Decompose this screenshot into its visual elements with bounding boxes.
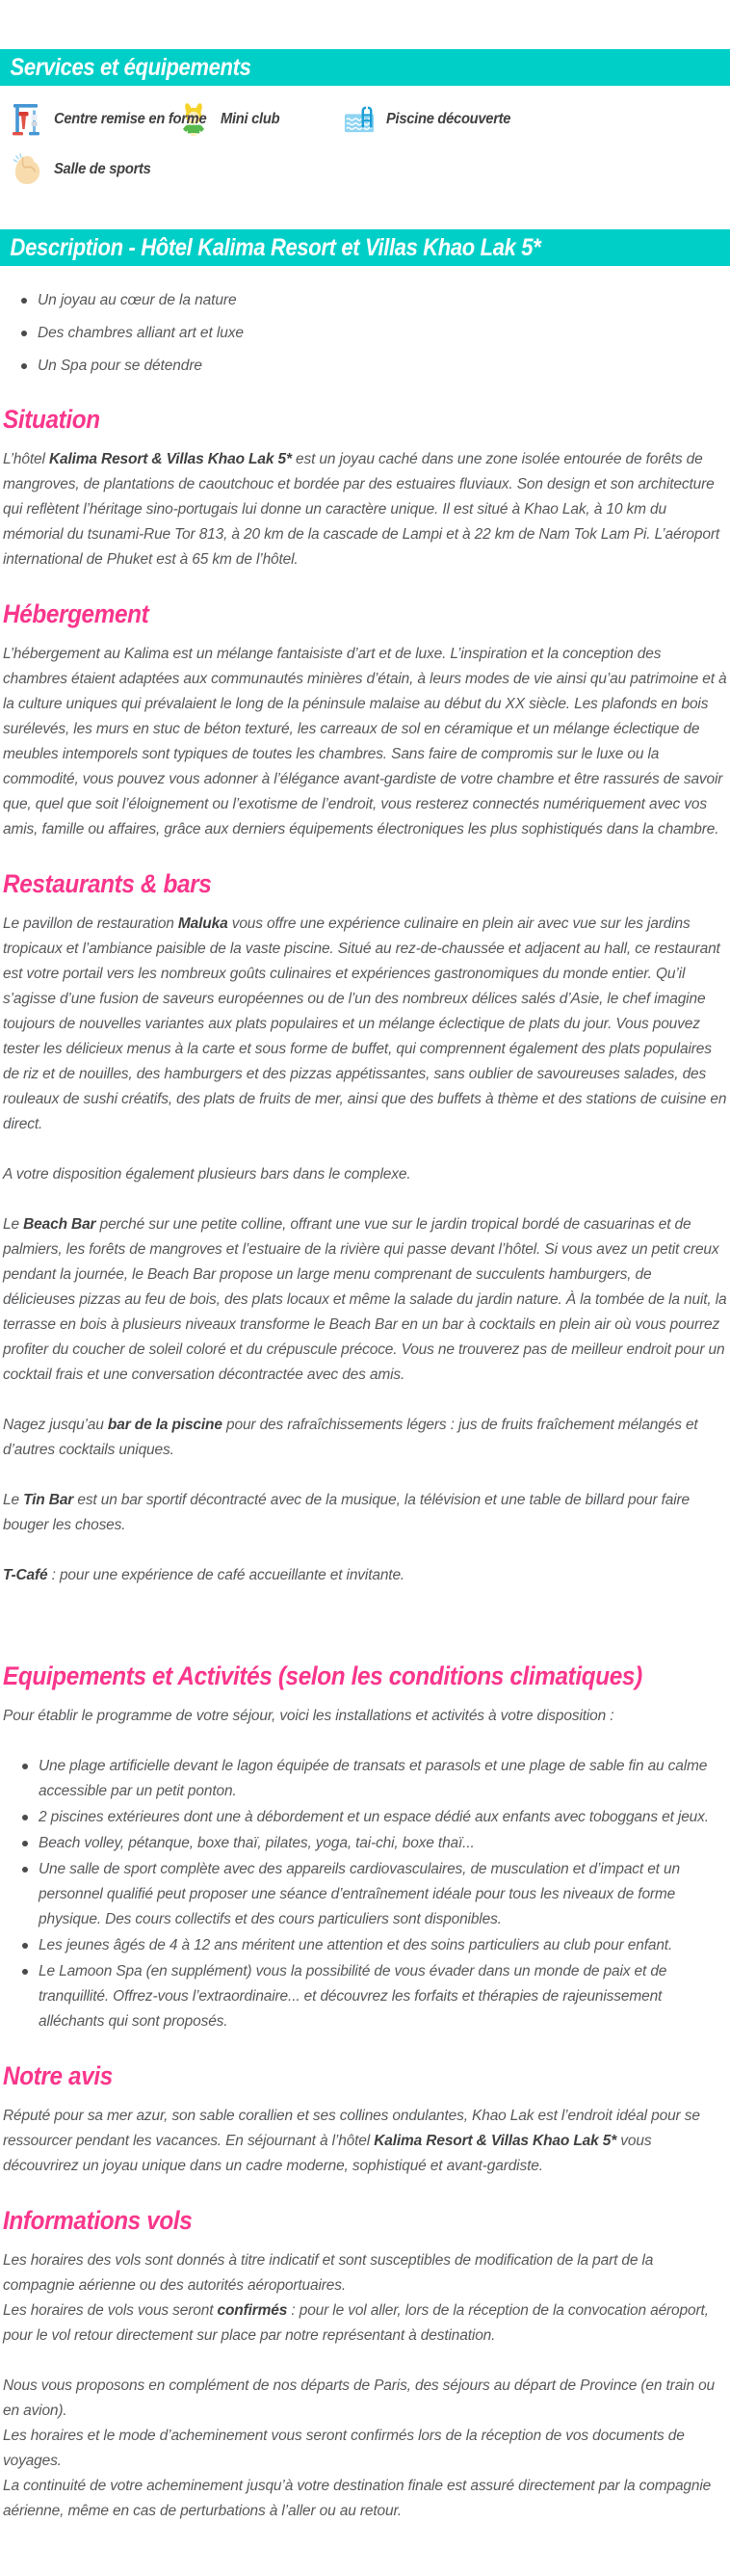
section-equipements-activites — [3, 1661, 727, 2034]
paragraph: A votre disposition également plusieurs bars dans le complexe. — [3, 1166, 411, 1182]
section-situation — [3, 405, 727, 572]
section-notre-avis — [3, 2061, 727, 2179]
bold-text: bar de la piscine — [107, 1417, 222, 1433]
section-hebergement — [3, 599, 727, 842]
bold-text: Kalima Resort & Villas Khao Lak 5* — [374, 2133, 617, 2149]
list-item: Une plage artificielle devant le lagon équipée de transats et parasols et une plage de sable fin au calme accessible par un petit ponton. — [22, 1754, 727, 1804]
content-sections — [0, 405, 730, 2524]
fitness-machine-icon — [12, 102, 42, 137]
paragraph: Le Tin Bar est un bar sportif décontracté avec de la musique, la télévision et une table de billard pour faire bouger les choses. — [3, 1492, 691, 1533]
highlight-item: Un joyau au cœur de la nature — [21, 289, 730, 312]
paragraph: Le pavillon de restauration Maluka vous offre une expérience culinaire en plein air avec vue sur les jardins tropicaux et l’ambiance paisible de la vaste piscine. Situé au rez-de-chaussée et adjacent au hall, ce restaurant est votre portail vers les nombreux goûts culinaires et expériences gastronomiques du monde entier. Qu’il s’agisse d’une fusion de saveurs européennes ou de l’un des nombreux délices salés d’Asie, le chef imagine toujours de nouvelles variantes aux plats populaires et un mélange éclectique de plats du jour. Vous pouvez tester les délicieux menus à la carte et sous forme de buffet, qui comprennent également des plats populaires de riz et de nouilles, des hamburgers et des pizzas appétissantes, sans oublier de savoureuses salades, des rouleaux de sushi créatifs, des plats de fruits de mer, ainsi que des buffets à thème et des stations de cuisine en direct. — [3, 916, 727, 1132]
list-item: Les jeunes âgés de 4 à 12 ans méritent une attention et des soins particuliers au club pour enfant. — [22, 1933, 727, 1958]
section-bullet-list — [22, 1754, 727, 2034]
bold-text: Kalima Resort & Villas Khao Lak 5* — [48, 451, 292, 467]
services-banner — [0, 49, 730, 86]
section-informations-vols — [3, 2206, 727, 2524]
paragraph: Pour établir le programme de votre séjour, voici les installations et activités à votre disposition : — [3, 1708, 614, 1724]
service-item — [12, 102, 207, 137]
description-banner-title: Description - Hôtel Kalima Resort et Villas Khao Lak 5* — [10, 233, 541, 261]
bold-text: Maluka — [177, 916, 228, 932]
paragraph: Le Beach Bar perché sur une petite colline, offrant une vue sur le jardin tropical bordé de casuarinas et de palmiers, les forêts de mangroves et l’estuaire de la rivière qui passe devant l’hôtel. Si vous avez un petit creux pendant la journée, le Beach Bar propose un large menu comprenant de succulents hamburgers, de délicieuses pizzas au feu de bois, des plats locaux et même la salade du jardin nature. À la tombée de la nuit, la terrasse en bois à plusieurs niveaux transforme le Beach Bar en un bar à cocktails en plein air où vous pourrez profiter du coucher de soleil coloré et du crépuscule précoce. Vous ne trouverez pas de meilleur endroit pour un cocktail frais et une conversation décontractée avec des amis. — [3, 1216, 727, 1383]
list-item: Le Lamoon Spa (en supplément) vous la possibilité de vous évader dans un monde de paix et de tranquillité. Offrez-vous l’extraordinaire... et découvrez les forfaits et thérapies de rajeunissement alléchants qui sont proposés. — [22, 1959, 727, 2034]
section-heading-hebergement: Hébergement — [3, 599, 149, 628]
section-heading-notre-avis: Notre avis — [3, 2061, 113, 2090]
section-heading-equipements-activites: Equipements et Activités (selon les conditions climatiques) — [3, 1661, 642, 1690]
section-heading-situation: Situation — [3, 405, 100, 434]
bold-text: Beach Bar — [23, 1216, 96, 1233]
paragraph: L’hôtel Kalima Resort & Villas Khao Lak 5* est un joyau caché dans une zone isolée entourée de forêts de mangroves, de plantations de caoutchouc et bordée par des estuaires fluviaux. Son design et son architecture qui reflètent l’héritage sino-portugais lui donne un caractère unique. Il est situé à Khao Lak, à 10 km du mémorial du tsunami-Rue Tor 813, à 20 km de la cascade de Lampi et à 22 km de Nam Tok Lam Pi. L’aéroport international de Phuket est à 65 km de l’hôtel. — [3, 451, 720, 568]
list-item: Une salle de sport complète avec des appareils cardiovasculaires, de musculation et d’impact et un personnel qualifié peut proposer une séance d’entraînement idéale pour tous les niveaux de forme physique. Des cours collectifs et des cours particuliers sont disponibles. — [22, 1857, 727, 1932]
bold-text: Tin Bar — [23, 1492, 74, 1508]
service-label: Salle de sports — [54, 161, 151, 177]
paragraph: Réputé pour sa mer azur, son sable corallien et ses collines ondulantes, Khao Lak est l’endroit idéal pour se ressourcer pendant les vacances. En séjournant à l’hôtel Kalima Resort & Villas Khao Lak 5* vous découvrirez un joyau unique dans un cadre moderne, sophistiqué et avant-gardiste. — [3, 2108, 700, 2174]
service-label: Mini club — [221, 111, 280, 127]
paragraph: Nous vous proposons en complément de nos départs de Paris, des séjours au départ de Province (en train ou en avion). Les horaires et le mode d’acheminement vous seront confirmés lors de la réception de vos documents de voyages. La continuité de votre acheminement jusqu’à votre destination finale est assuré directement par la compagnie aérienne, même en cas de perturbations à l’aller ou au retour. — [3, 2377, 716, 2519]
section-heading-restaurants-bars: Restaurants & bars — [3, 869, 212, 898]
section-heading-informations-vols: Informations vols — [3, 2206, 193, 2235]
services-grid — [0, 86, 730, 187]
highlights-list — [21, 289, 730, 378]
service-label: Piscine découverte — [386, 111, 511, 127]
description-banner — [0, 229, 730, 266]
list-item: Beach volley, pétanque, boxe thaï, pilates, yoga, tai-chi, boxe thaï... — [22, 1831, 727, 1856]
highlight-item: Des chambres alliant art et luxe — [21, 322, 730, 345]
paragraph: Les horaires des vols sont donnés à titre indicatif et sont susceptibles de modification de la part de la compagnie aérienne ou des autorités aéroportuaires. Les horaires de vols vous seront confirmés : pour le vol aller, lors de la réception de la convocation aéroport, pour le vol retour directement sur place par notre représentant à destination. — [3, 2252, 709, 2344]
pool-ladder-icon — [344, 102, 375, 137]
paragraph: T-Café : pour une expérience de café accueillante et invitante. — [3, 1567, 405, 1583]
hotel-description-page — [0, 49, 730, 2576]
paragraph: Nagez jusqu’au bar de la piscine pour des rafraîchissements légers : jus de fruits fraîchement mélangés et d’autres cocktails uniques. — [3, 1417, 698, 1458]
bold-text: T-Café — [3, 1567, 48, 1583]
bold-text: confirmés — [217, 2302, 288, 2319]
highlight-item: Un Spa pour se détendre — [21, 355, 730, 378]
paragraph: L’hébergement au Kalima est un mélange fantaisiste d’art et de luxe. L’inspiration et la conception des chambres étaient adaptées aux communautés minières d’étain, à leurs modes de vie ainsi qu’au patrimoine et à la culture uniques qui prévalaient le long de la péninsule malaise au début du XX siècle. Les plafonds en bois surélevés, les murs en stuc de béton texturé, les carreaux de sol en céramique et un mélange éclectique de meubles intemporels sont typiques de toutes les chambres. Sans faire de compromis sur le luxe ou la commodité, vous pouvez vous adonner à l’élégance avant-gardiste de votre chambre et être rassurés de savoir que, quel que soit l’éloignement ou l’exotisme de l’endroit, vous resterez connectés numériquement avec vos amis, famille ou affaires, grâce aux derniers équipements électroniques les plus sophistiqués dans la chambre. — [3, 646, 727, 837]
flexed-biceps-icon — [12, 152, 42, 187]
section-restaurants-bars — [3, 869, 727, 1588]
list-item: 2 piscines extérieures dont une à débordement et un espace dédié aux enfants avec toboggans et jeux. — [22, 1805, 727, 1830]
service-item — [344, 102, 730, 137]
services-banner-title: Services et équipements — [10, 53, 251, 81]
service-item — [12, 152, 178, 187]
service-label: Centre remise en forme — [54, 111, 207, 127]
